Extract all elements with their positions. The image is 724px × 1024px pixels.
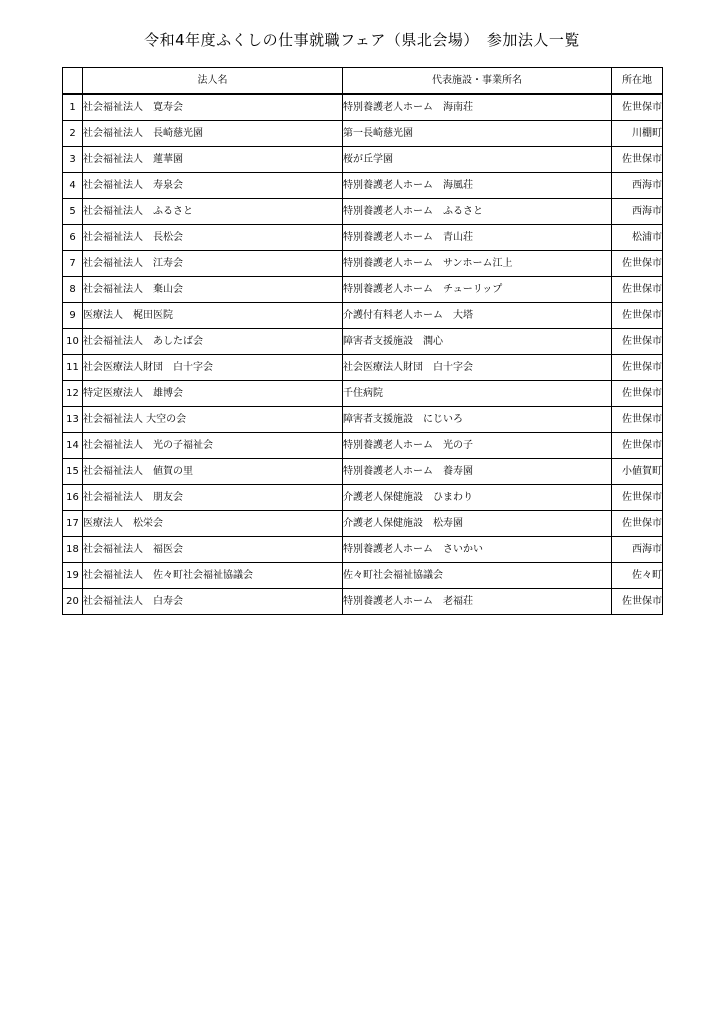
row-number: 16 (63, 485, 83, 511)
corporation-name: 社会福祉法人 寿泉会 (83, 173, 343, 199)
table-row (63, 381, 663, 407)
corporation-name: 社会福祉法人 寛寿会 (83, 94, 343, 121)
table-row (63, 355, 663, 381)
facility-name: 特別養護老人ホーム 海風荘 (343, 173, 612, 199)
location: 佐世保市 (612, 277, 663, 303)
corporation-name: 社会福祉法人 福医会 (83, 537, 343, 563)
row-number: 14 (63, 433, 83, 459)
corporation-name: 社会福祉法人 長崎慈光園 (83, 121, 343, 147)
table-row (63, 589, 663, 615)
table-row (63, 94, 663, 121)
table-row (63, 277, 663, 303)
corporation-name: 社会福祉法人 蓮華園 (83, 147, 343, 173)
table-row (63, 433, 663, 459)
row-number: 4 (63, 173, 83, 199)
location: 佐世保市 (612, 329, 663, 355)
row-number: 17 (63, 511, 83, 537)
facility-name: 桜が丘学園 (343, 147, 612, 173)
corporation-name: 社会医療法人財団 白十字会 (83, 355, 343, 381)
corporation-name: 医療法人 梶田医院 (83, 303, 343, 329)
location: 佐世保市 (612, 303, 663, 329)
table-header-row (63, 68, 663, 95)
facility-name: 特別養護老人ホーム ふるさと (343, 199, 612, 225)
header-corporation: 法人名 (83, 68, 343, 95)
location: 佐世保市 (612, 147, 663, 173)
row-number: 8 (63, 277, 83, 303)
corporation-name: 社会福祉法人 値賀の里 (83, 459, 343, 485)
table-row (63, 121, 663, 147)
row-number: 13 (63, 407, 83, 433)
location: 佐世保市 (612, 433, 663, 459)
row-number: 5 (63, 199, 83, 225)
row-number: 20 (63, 589, 83, 615)
table-row (63, 459, 663, 485)
location: 佐々町 (612, 563, 663, 589)
table-row (63, 511, 663, 537)
row-number: 10 (63, 329, 83, 355)
corporation-name: 社会福祉法人 大空の会 (83, 407, 343, 433)
location: 佐世保市 (612, 355, 663, 381)
facility-name: 特別養護老人ホーム 海南荘 (343, 94, 612, 121)
facility-name: 第一長崎慈光園 (343, 121, 612, 147)
header-number (63, 68, 83, 95)
row-number: 3 (63, 147, 83, 173)
facility-name: 介護付有料老人ホーム 大塔 (343, 303, 612, 329)
table-row (63, 407, 663, 433)
facility-name: 社会医療法人財団 白十字会 (343, 355, 612, 381)
location: 西海市 (612, 199, 663, 225)
table-row (63, 173, 663, 199)
table-row (63, 537, 663, 563)
facility-name: 障害者支援施設 潤心 (343, 329, 612, 355)
row-number: 7 (63, 251, 83, 277)
location: 佐世保市 (612, 589, 663, 615)
corporation-name: 社会福祉法人 ふるさと (83, 199, 343, 225)
facility-name: 特別養護老人ホーム チューリップ (343, 277, 612, 303)
row-number: 2 (63, 121, 83, 147)
location: 佐世保市 (612, 485, 663, 511)
row-number: 18 (63, 537, 83, 563)
location: 佐世保市 (612, 511, 663, 537)
table-row (63, 563, 663, 589)
corporation-name: 社会福祉法人 江寿会 (83, 251, 343, 277)
location: 佐世保市 (612, 381, 663, 407)
page-title: 令和4年度ふくしの仕事就職フェア（県北会場） 参加法人一覧 (144, 31, 580, 49)
location: 佐世保市 (612, 94, 663, 121)
facility-name: 千住病院 (343, 381, 612, 407)
facility-name: 特別養護老人ホーム 青山荘 (343, 225, 612, 251)
location: 西海市 (612, 537, 663, 563)
corporation-name: 特定医療法人 雄博会 (83, 381, 343, 407)
facility-name: 特別養護老人ホーム 光の子 (343, 433, 612, 459)
corporation-name: 社会福祉法人 光の子福祉会 (83, 433, 343, 459)
facility-name: 佐々町社会福祉協議会 (343, 563, 612, 589)
corporation-name: 社会福祉法人 朋友会 (83, 485, 343, 511)
row-number: 15 (63, 459, 83, 485)
table-row (63, 251, 663, 277)
row-number: 6 (63, 225, 83, 251)
row-number: 9 (63, 303, 83, 329)
table-row (63, 303, 663, 329)
row-number: 1 (63, 94, 83, 121)
corporation-name: 社会福祉法人 長松会 (83, 225, 343, 251)
location: 佐世保市 (612, 251, 663, 277)
table-row (63, 485, 663, 511)
facility-name: 介護老人保健施設 松寿園 (343, 511, 612, 537)
table-row (63, 147, 663, 173)
corporation-name: 医療法人 松栄会 (83, 511, 343, 537)
table-row (63, 225, 663, 251)
facility-name: 介護老人保健施設 ひまわり (343, 485, 612, 511)
row-number: 12 (63, 381, 83, 407)
facility-name: 特別養護老人ホーム 老福荘 (343, 589, 612, 615)
location: 川棚町 (612, 121, 663, 147)
row-number: 11 (63, 355, 83, 381)
participant-table (62, 67, 663, 615)
table-row (63, 329, 663, 355)
location: 松浦市 (612, 225, 663, 251)
corporation-name: 社会福祉法人 棄山会 (83, 277, 343, 303)
location: 佐世保市 (612, 407, 663, 433)
corporation-name: 社会福祉法人 佐々町社会福祉協議会 (83, 563, 343, 589)
corporation-name: 社会福祉法人 あしたば会 (83, 329, 343, 355)
facility-name: 特別養護老人ホーム 養寿園 (343, 459, 612, 485)
location: 小値賀町 (612, 459, 663, 485)
table-row (63, 199, 663, 225)
header-location: 所在地 (612, 68, 663, 95)
location: 西海市 (612, 173, 663, 199)
row-number: 19 (63, 563, 83, 589)
header-facility: 代表施設・事業所名 (343, 68, 612, 95)
facility-name: 特別養護老人ホーム さいかい (343, 537, 612, 563)
facility-name: 特別養護老人ホーム サンホーム江上 (343, 251, 612, 277)
facility-name: 障害者支援施設 にじいろ (343, 407, 612, 433)
corporation-name: 社会福祉法人 白寿会 (83, 589, 343, 615)
